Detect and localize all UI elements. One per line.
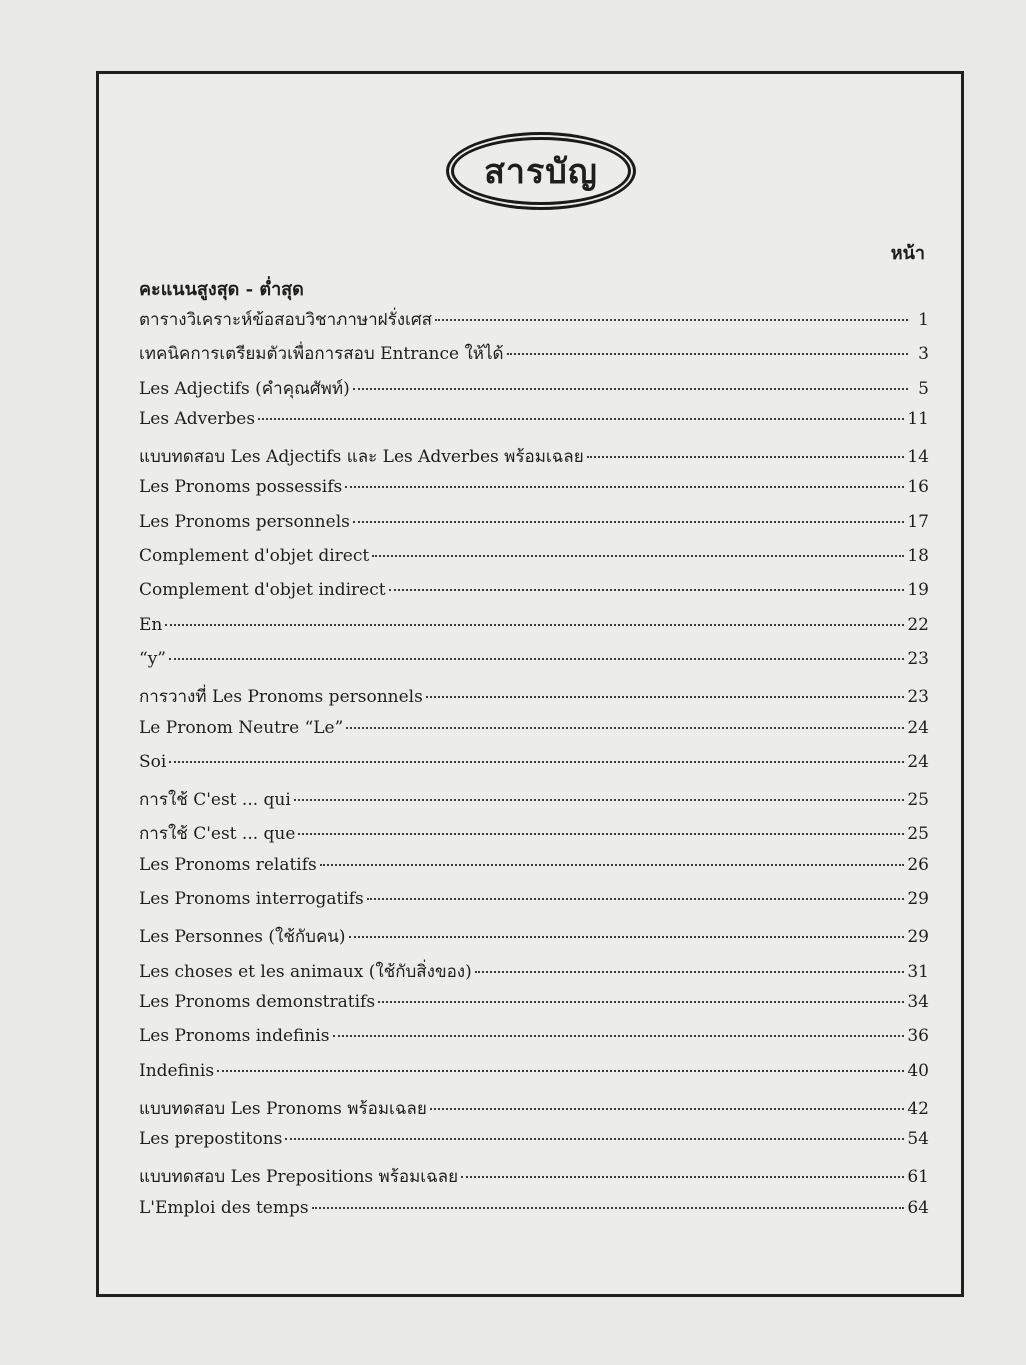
title-oval (451, 137, 631, 205)
toc-entry (139, 306, 929, 340)
dot-leader (294, 799, 905, 801)
toc-entry (139, 1095, 929, 1129)
toc-entry-page: 11 (907, 408, 929, 429)
section-heading: คะแนนสูงสุด - ต่ำสุด (139, 279, 304, 300)
toc-entry (139, 752, 929, 786)
toc-entry-label: Les Personnes (ใช้กับคน) (139, 927, 346, 948)
toc-entry-page: 1 (918, 310, 929, 330)
toc-entry-label: Les choses et les animaux (ใช้กับสิ่งของ) (139, 961, 472, 982)
toc-entry (139, 889, 929, 923)
toc-entry (139, 615, 929, 649)
toc-entry (139, 443, 929, 477)
dot-leader (346, 727, 904, 729)
toc-entry-label: Les Pronoms relatifs (139, 854, 317, 875)
toc-entry-label: แบบทดสอบ Les Prepositions พร้อมเฉลย (139, 1167, 459, 1188)
dot-leader (217, 1070, 904, 1072)
dot-leader (320, 864, 905, 866)
toc-entry-label: Les Pronoms demonstratifs (139, 991, 376, 1012)
toc-entry (139, 375, 929, 409)
toc-entry-page: 34 (907, 991, 929, 1012)
dot-leader (353, 388, 908, 390)
toc-entry (139, 1198, 929, 1232)
toc-entry-label: “y” (139, 648, 166, 669)
dot-leader (345, 486, 904, 488)
toc-entry-label: Les Pronoms interrogatifs (139, 889, 364, 910)
toc-entry-page: 16 (907, 477, 929, 498)
dot-leader (507, 353, 908, 355)
toc-entry (139, 512, 929, 546)
toc-entry-label: แบบทดสอบ Les Pronoms พร้อมเฉลย (139, 1098, 427, 1119)
toc-entry-page: 25 (907, 824, 929, 845)
toc-entry (139, 409, 929, 443)
page-title: สารบัญ (484, 152, 598, 192)
toc-entry-page: 19 (907, 580, 929, 601)
toc-entry-page: 26 (907, 854, 929, 875)
page-column-label: หน้า (890, 243, 925, 264)
toc-entry-page: 5 (918, 378, 929, 399)
dot-leader (378, 1001, 904, 1003)
toc-entry-page: 18 (907, 546, 929, 567)
dot-leader (169, 761, 904, 763)
toc-entry-page: 23 (907, 687, 929, 708)
dot-leader (333, 1035, 905, 1037)
dot-leader (353, 521, 905, 523)
dot-leader (372, 555, 904, 557)
toc-entry (139, 1163, 929, 1197)
toc-entry-page: 61 (907, 1167, 929, 1188)
dot-leader (258, 418, 904, 420)
toc-entry (139, 923, 929, 957)
toc-entry-page: 22 (907, 614, 929, 635)
toc-entry-page: 3 (918, 344, 929, 365)
dot-leader (461, 1176, 904, 1178)
toc-entry (139, 580, 929, 614)
toc-entry-page: 17 (907, 511, 929, 532)
toc-entry (139, 992, 929, 1026)
dot-leader (389, 589, 905, 591)
toc-entry-page: 64 (907, 1197, 929, 1218)
dot-leader (426, 696, 905, 698)
toc-entry-page: 31 (907, 961, 929, 982)
toc-entry-label: การใช้ C'est ... qui (139, 790, 291, 811)
toc-entry (139, 340, 929, 374)
dot-leader (169, 658, 904, 660)
toc-entry (139, 477, 929, 511)
toc-entry-page: 54 (907, 1129, 929, 1150)
dot-leader (587, 456, 905, 458)
toc-entry (139, 1129, 929, 1163)
toc-entry-page: 23 (907, 648, 929, 669)
toc-entry (139, 786, 929, 820)
toc-entry (139, 683, 929, 717)
toc-entry (139, 958, 929, 992)
toc-entry (139, 820, 929, 854)
toc-entry-page: 36 (907, 1026, 929, 1047)
toc-entry-label: Le Pronom Neutre “Le” (139, 717, 344, 738)
toc-entry-page: 29 (907, 889, 929, 910)
toc-entry-page: 29 (907, 927, 929, 948)
toc-entry-label: Les Pronoms possessifs (139, 477, 343, 498)
toc-entry-label: Les Adjectifs (คำคุณศัพท์) (139, 378, 350, 399)
toc-entry (139, 855, 929, 889)
toc-list (139, 306, 929, 1232)
page-frame (96, 71, 964, 1297)
toc-entry-label: Complement d'objet indirect (139, 580, 386, 601)
toc-entry-label: Les Pronoms personnels (139, 511, 350, 532)
toc-entry-page: 40 (907, 1060, 929, 1081)
toc-entry-label: Indefinis (139, 1060, 215, 1081)
toc-entry-label: การใช้ C'est ... que (139, 824, 296, 845)
dot-leader (475, 971, 905, 973)
toc-entry-label: Les Adverbes (139, 408, 256, 429)
dot-leader (430, 1108, 905, 1110)
dot-leader (285, 1138, 904, 1140)
toc-entry (139, 649, 929, 683)
toc-entry-label: แบบทดสอบ Les Adjectifs และ Les Adverbes พร้อมเฉลย (139, 447, 584, 468)
dot-leader (435, 319, 908, 321)
toc-entry-label: เทคนิคการเตรียมตัวเพื่อการสอบ Entrance ให้ได้ (139, 344, 504, 365)
toc-entry (139, 1026, 929, 1060)
toc-entry-label: การวางที่ Les Pronoms personnels (139, 687, 423, 708)
dot-leader (349, 936, 905, 938)
toc-entry-label: ตารางวิเคราะห์ข้อสอบวิชาภาษาฝรั่งเศส (139, 310, 433, 330)
toc-entry-page: 24 (907, 717, 929, 738)
toc-entry (139, 718, 929, 752)
toc-entry-label: En (139, 614, 163, 635)
toc-entry-label: Soi (139, 751, 167, 772)
toc-entry-page: 14 (907, 447, 929, 468)
dot-leader (165, 624, 904, 626)
toc-entry (139, 1061, 929, 1095)
toc-entry-label: Les prepostitons (139, 1129, 283, 1150)
toc-entry-page: 24 (907, 751, 929, 772)
dot-leader (298, 833, 904, 835)
toc-entry-label: Les Pronoms indefinis (139, 1026, 330, 1047)
toc-entry-page: 25 (907, 790, 929, 811)
toc-entry-label: Complement d'objet direct (139, 546, 370, 567)
dot-leader (312, 1207, 905, 1209)
dot-leader (367, 898, 905, 900)
toc-entry (139, 546, 929, 580)
toc-entry-label: L'Emploi des temps (139, 1197, 309, 1218)
toc-entry-page: 42 (907, 1098, 929, 1119)
